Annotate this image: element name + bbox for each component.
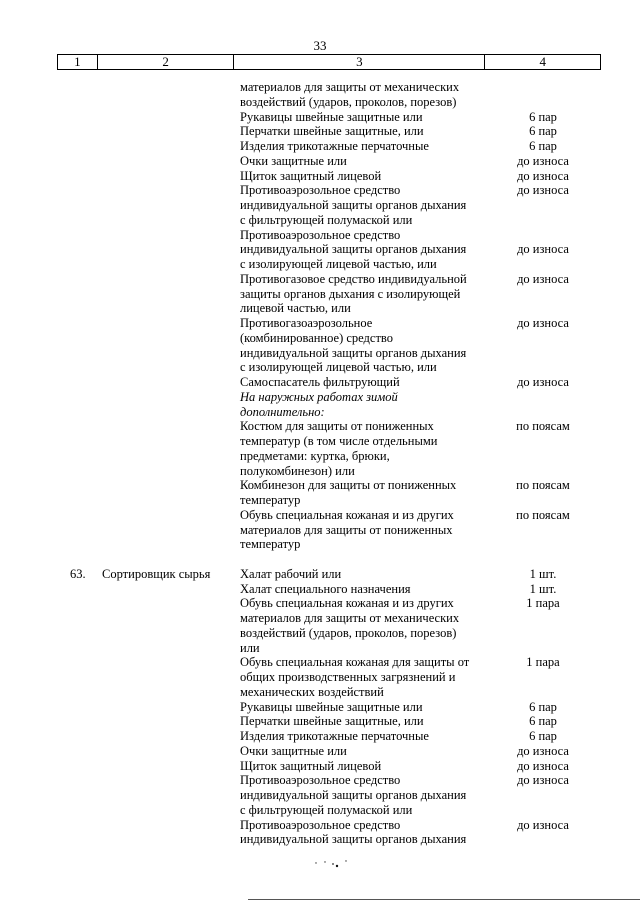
table-row bbox=[0, 626, 640, 641]
equipment-item: с изолирующей лицевой частью, или bbox=[240, 360, 437, 375]
equipment-item: Противогазовое средство индивидуальной bbox=[240, 271, 467, 286]
header-col-2: 2 bbox=[98, 55, 235, 69]
table-row bbox=[0, 213, 640, 228]
issue-norm: до износа bbox=[517, 168, 569, 183]
equipment-item: воздействий (ударов, проколов, порезов) bbox=[240, 94, 457, 109]
table-row bbox=[0, 316, 640, 331]
entry-63 bbox=[0, 567, 640, 847]
issue-norm: до износа bbox=[517, 316, 569, 330]
equipment-item: На наружных работах зимой bbox=[240, 389, 398, 404]
equipment-item: материалов для защиты от пониженных bbox=[240, 522, 453, 537]
table-row bbox=[0, 419, 640, 434]
table-row bbox=[0, 139, 640, 154]
equipment-item: полукомбинезон) или bbox=[240, 463, 355, 478]
table-row bbox=[0, 257, 640, 272]
equipment-item: с изолирующей лицевой частью, или bbox=[240, 257, 437, 271]
equipment-item: Изделия трикотажные перчаточные bbox=[240, 139, 429, 153]
table-row bbox=[0, 478, 640, 493]
issue-norm: до износа bbox=[517, 817, 569, 832]
equipment-item: температур (в том числе отдельными bbox=[240, 434, 438, 448]
table-row bbox=[0, 508, 640, 523]
issue-norm: 6 пар bbox=[529, 109, 557, 124]
page-number: 33 bbox=[313, 38, 327, 53]
equipment-item: (комбинированное) средство bbox=[240, 330, 393, 345]
equipment-item: Противоаэрозольное средство bbox=[240, 183, 401, 198]
table-row bbox=[0, 301, 640, 316]
table-row bbox=[0, 464, 640, 479]
table-row bbox=[0, 744, 640, 759]
issue-norm: по поясам bbox=[516, 419, 570, 434]
equipment-item: Перчатки швейные защитные, или bbox=[240, 714, 424, 729]
table-row bbox=[0, 95, 640, 110]
equipment-item: температур bbox=[240, 537, 301, 552]
table-row bbox=[0, 434, 640, 449]
equipment-item: общих производственных загрязнений и bbox=[240, 670, 456, 684]
equipment-item: Противоаэрозольное средство bbox=[240, 817, 401, 832]
issue-norm: по поясам bbox=[516, 478, 570, 493]
table-row bbox=[0, 228, 640, 243]
issue-norm: до износа bbox=[517, 153, 569, 168]
equipment-item: защиты органов дыхания с изолирующей bbox=[240, 286, 461, 301]
equipment-item: предметами: куртка, брюки, bbox=[240, 448, 390, 463]
table-row bbox=[0, 729, 640, 744]
equipment-item: Противоаэрозольное средство bbox=[240, 227, 401, 242]
table-row bbox=[0, 670, 640, 685]
header-col-4: 4 bbox=[539, 54, 546, 69]
table-row bbox=[0, 198, 640, 213]
equipment-item: материалов для защиты от механических bbox=[240, 80, 460, 94]
issue-norm: до износа bbox=[517, 773, 569, 788]
table-row bbox=[0, 346, 640, 361]
issue-norm: по поясам bbox=[516, 507, 570, 522]
equipment-item: Рукавицы швейные защитные или bbox=[240, 699, 423, 714]
continued-entry bbox=[0, 80, 640, 552]
table-row bbox=[0, 523, 640, 538]
table-row bbox=[0, 818, 640, 833]
table-row bbox=[0, 110, 640, 125]
table-row bbox=[0, 759, 640, 774]
issue-norm: 1 пара bbox=[526, 596, 560, 611]
scan-mark bbox=[313, 858, 353, 868]
table-row bbox=[0, 272, 640, 287]
table-row bbox=[0, 287, 640, 302]
header-col-1: 1 bbox=[58, 55, 98, 69]
table-row bbox=[0, 832, 640, 847]
profession-name: Сортировщик сырья bbox=[102, 566, 211, 581]
equipment-item: лицевой частью, или bbox=[240, 301, 351, 316]
equipment-item: Изделия трикотажные перчаточные bbox=[240, 729, 429, 743]
equipment-item: Комбинезон для защиты от пониженных bbox=[240, 478, 457, 493]
equipment-item: с фильтрующей полумаской или bbox=[240, 212, 413, 227]
table-row bbox=[0, 183, 640, 198]
table-row bbox=[0, 641, 640, 656]
equipment-item: Костюм для защиты от пониженных bbox=[240, 419, 434, 434]
equipment-item: Очки защитные или bbox=[240, 743, 347, 758]
equipment-item: индивидуальной защиты органов дыхания bbox=[240, 345, 467, 360]
scan-edge-line bbox=[248, 899, 640, 900]
equipment-item: Щиток защитный лицевой bbox=[240, 168, 382, 183]
table-row bbox=[0, 80, 640, 95]
equipment-item: индивидуальной защиты органов дыхания bbox=[240, 198, 467, 212]
table-row bbox=[0, 154, 640, 169]
issue-norm: 1 пара bbox=[526, 655, 560, 670]
equipment-item: материалов для защиты от механических bbox=[240, 611, 460, 625]
equipment-item: Щиток защитный лицевой bbox=[240, 758, 382, 773]
table-row bbox=[0, 449, 640, 464]
table-row bbox=[0, 567, 640, 582]
equipment-item: механических воздействий bbox=[240, 684, 384, 699]
issue-norm: до износа bbox=[517, 242, 569, 257]
equipment-item: Обувь специальная кожаная для защиты от bbox=[240, 655, 470, 670]
equipment-item: дополнительно: bbox=[240, 404, 325, 419]
table-row bbox=[0, 714, 640, 729]
table-row bbox=[0, 390, 640, 405]
issue-norm: 1 шт. bbox=[529, 566, 557, 581]
table-row bbox=[0, 685, 640, 700]
table-row bbox=[0, 537, 640, 552]
table-row bbox=[0, 493, 640, 508]
equipment-item: или bbox=[240, 640, 260, 655]
table-row bbox=[0, 803, 640, 818]
table-row bbox=[0, 405, 640, 420]
equipment-item: Очки защитные или bbox=[240, 153, 347, 168]
header-col-3: 3 bbox=[234, 55, 485, 69]
issue-norm: до износа bbox=[517, 183, 569, 198]
equipment-item: индивидуальной защиты органов дыхания bbox=[240, 788, 467, 802]
issue-norm: 6 пар bbox=[529, 139, 557, 153]
equipment-item: Халат рабочий или bbox=[240, 566, 342, 581]
table-row bbox=[0, 700, 640, 715]
issue-norm: до износа bbox=[517, 758, 569, 773]
table-header bbox=[57, 54, 601, 70]
table-row bbox=[0, 611, 640, 626]
table-row bbox=[0, 169, 640, 184]
table-row bbox=[0, 582, 640, 597]
issue-norm: 6 пар bbox=[529, 714, 557, 729]
issue-norm: 6 пар bbox=[529, 729, 557, 743]
table-row bbox=[0, 596, 640, 611]
table-row bbox=[0, 360, 640, 375]
equipment-item: Обувь специальная кожаная и из других bbox=[240, 596, 454, 611]
table-row bbox=[0, 242, 640, 257]
table-row bbox=[0, 331, 640, 346]
issue-norm: 6 пар bbox=[529, 699, 557, 714]
equipment-item: температур bbox=[240, 493, 301, 507]
equipment-item: Обувь специальная кожаная и из других bbox=[240, 507, 454, 522]
table-row bbox=[0, 124, 640, 139]
issue-norm: до износа bbox=[517, 743, 569, 758]
table-body bbox=[0, 80, 640, 847]
issue-norm: до износа bbox=[517, 271, 569, 286]
issue-norm: 6 пар bbox=[529, 124, 557, 139]
table-row bbox=[0, 655, 640, 670]
issue-norm: до износа bbox=[517, 375, 569, 389]
table-row bbox=[0, 788, 640, 803]
equipment-item: Халат специального назначения bbox=[240, 581, 411, 596]
equipment-item: Противоаэрозольное средство bbox=[240, 773, 401, 788]
equipment-item: Противогазоаэрозольное bbox=[240, 316, 373, 330]
equipment-item: индивидуальной защиты органов дыхания bbox=[240, 242, 467, 257]
equipment-item: Перчатки швейные защитные, или bbox=[240, 124, 424, 139]
equipment-item: индивидуальной защиты органов дыхания bbox=[240, 832, 467, 847]
equipment-item: Самоспасатель фильтрующий bbox=[240, 375, 400, 389]
equipment-item: Рукавицы швейные защитные или bbox=[240, 109, 423, 124]
issue-norm: 1 шт. bbox=[529, 581, 557, 596]
table-row bbox=[0, 375, 640, 390]
table-row bbox=[0, 773, 640, 788]
equipment-item: воздействий (ударов, проколов, порезов) bbox=[240, 625, 457, 640]
entry-number: 63. bbox=[70, 566, 86, 581]
equipment-item: с фильтрующей полумаской или bbox=[240, 802, 413, 817]
entry-separator bbox=[0, 552, 640, 567]
